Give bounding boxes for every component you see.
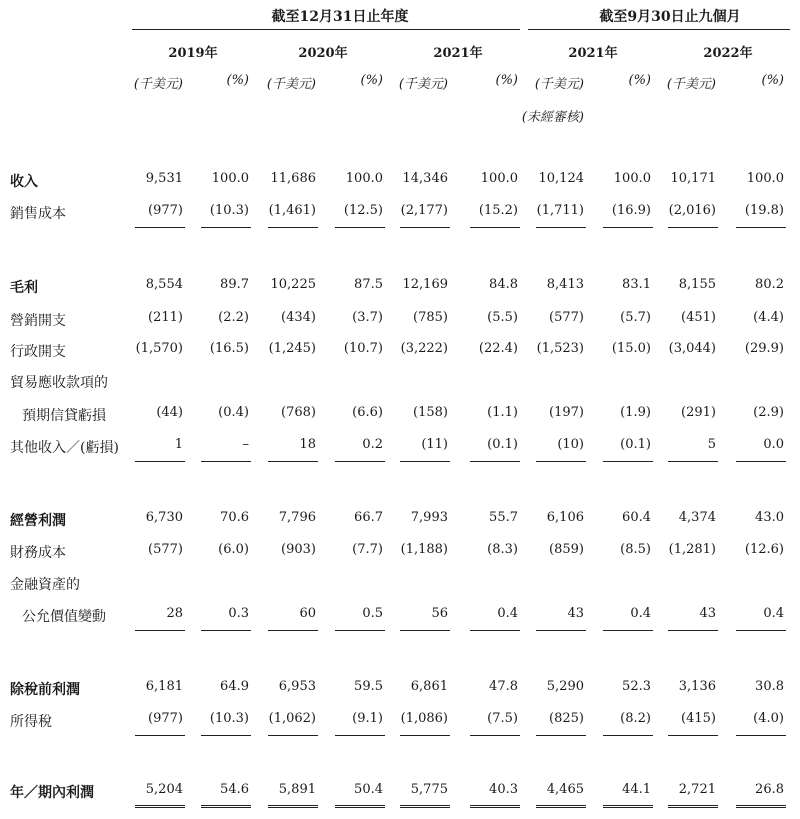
percent-cell: (12.5): [343, 203, 383, 218]
percent-underline: [736, 805, 786, 808]
percent-cell: 52.3: [622, 679, 651, 694]
amount-cell: (859): [549, 542, 584, 557]
amount-cell: (1,711): [536, 203, 584, 218]
amount-cell: 7,796: [278, 510, 316, 525]
year-header: 2021年: [433, 46, 483, 61]
percent-cell: 60.4: [622, 510, 651, 525]
amount-cell: 1: [174, 437, 183, 452]
unit-percent: (%): [360, 73, 383, 88]
amount-cell: (415): [681, 711, 716, 726]
amount-cell: 7,993: [410, 510, 448, 525]
percent-underline: [470, 227, 520, 228]
percent-cell: 44.1: [622, 782, 651, 797]
row-label: 收入: [10, 174, 38, 190]
percent-underline: [603, 461, 653, 462]
amount-underline: [400, 461, 450, 462]
year-header: 2020年: [298, 46, 348, 61]
percent-cell: –: [242, 437, 249, 452]
amount-cell: (1,062): [268, 711, 316, 726]
percent-underline: [736, 461, 786, 462]
row-label: 預期信貸虧損: [22, 408, 106, 424]
amount-cell: 2,721: [678, 782, 716, 797]
amount-cell: 6,730: [145, 510, 183, 525]
amount-underline: [536, 630, 586, 631]
amount-cell: (1,245): [268, 341, 316, 356]
unit-percent: (%): [226, 73, 249, 88]
percent-cell: (15.0): [611, 341, 651, 356]
percent-cell: (22.4): [478, 341, 518, 356]
percent-cell: (29.9): [744, 341, 784, 356]
amount-cell: (10): [557, 437, 584, 452]
unit-amount: (千美元): [398, 77, 448, 92]
percent-cell: 80.2: [755, 277, 784, 292]
percent-cell: (19.8): [744, 203, 784, 218]
amount-cell: 60: [299, 606, 316, 621]
percent-cell: 70.6: [220, 510, 249, 525]
percent-underline: [201, 630, 251, 631]
row-label: 行政開支: [10, 344, 66, 360]
percent-underline: [603, 735, 653, 736]
amount-underline: [400, 735, 450, 736]
percent-underline: [736, 630, 786, 631]
percent-cell: (1.1): [487, 405, 518, 420]
percent-underline: [603, 805, 653, 808]
amount-underline: [268, 805, 318, 808]
percent-cell: 50.4: [354, 782, 383, 797]
percent-cell: (10.7): [343, 341, 383, 356]
percent-cell: 0.3: [228, 606, 249, 621]
amount-underline: [536, 805, 586, 808]
amount-underline: [268, 461, 318, 462]
amount-underline: [135, 630, 185, 631]
percent-cell: 0.0: [763, 437, 784, 452]
row-label: 銷售成本: [10, 206, 66, 222]
row-label: 毛利: [10, 280, 38, 296]
percent-cell: (5.5): [487, 310, 518, 325]
percent-cell: 89.7: [220, 277, 249, 292]
amount-cell: 6,953: [278, 679, 316, 694]
amount-cell: 5,290: [546, 679, 584, 694]
percent-underline: [335, 461, 385, 462]
percent-cell: 54.6: [220, 782, 249, 797]
amount-underline: [668, 227, 718, 228]
amount-cell: (3,222): [400, 341, 448, 356]
row-label: 其他收入／(虧損): [10, 440, 119, 456]
amount-underline: [400, 630, 450, 631]
amount-cell: (2,016): [668, 203, 716, 218]
amount-cell: (577): [148, 542, 183, 557]
percent-cell: (6.6): [352, 405, 383, 420]
amount-cell: (451): [681, 310, 716, 325]
percent-underline: [201, 735, 251, 736]
amount-cell: 4,465: [546, 782, 584, 797]
group-header-fiscal-year: 截至12月31日止年度: [271, 9, 409, 25]
percent-cell: 40.3: [489, 782, 518, 797]
amount-cell: 18: [299, 437, 316, 452]
percent-underline: [335, 227, 385, 228]
amount-cell: 43: [699, 606, 716, 621]
amount-cell: (44): [156, 405, 183, 420]
percent-underline: [603, 630, 653, 631]
percent-cell: (10.3): [209, 203, 249, 218]
percent-cell: (0.4): [218, 405, 249, 420]
row-label: 營銷開支: [10, 313, 66, 329]
row-label: 公允價值變動: [22, 609, 106, 625]
percent-underline: [470, 805, 520, 808]
percent-cell: (8.3): [487, 542, 518, 557]
percent-cell: (4.0): [753, 711, 784, 726]
unaudited-note: (未經審核): [521, 110, 584, 125]
amount-cell: (785): [413, 310, 448, 325]
amount-underline: [400, 227, 450, 228]
amount-cell: 9,531: [145, 171, 183, 186]
amount-underline: [135, 227, 185, 228]
percent-underline: [470, 630, 520, 631]
unit-amount: (千美元): [666, 77, 716, 92]
percent-cell: 26.8: [755, 782, 784, 797]
amount-cell: 6,181: [145, 679, 183, 694]
percent-underline: [335, 735, 385, 736]
amount-cell: 10,225: [270, 277, 316, 292]
percent-cell: 100.0: [211, 171, 249, 186]
row-label: 金融資產的: [10, 577, 80, 593]
percent-cell: (16.9): [611, 203, 651, 218]
percent-cell: 43.0: [755, 510, 784, 525]
percent-cell: (8.2): [620, 711, 651, 726]
percent-cell: (9.1): [352, 711, 383, 726]
percent-cell: (12.6): [744, 542, 784, 557]
percent-cell: (7.7): [352, 542, 383, 557]
amount-underline: [668, 630, 718, 631]
amount-underline: [135, 735, 185, 736]
amount-cell: (903): [281, 542, 316, 557]
amount-cell: 6,106: [546, 510, 584, 525]
amount-cell: 4,374: [678, 510, 716, 525]
amount-underline: [536, 227, 586, 228]
amount-cell: (825): [549, 711, 584, 726]
amount-underline: [268, 735, 318, 736]
amount-cell: 5,891: [278, 782, 316, 797]
amount-cell: (1,086): [400, 711, 448, 726]
unit-percent: (%): [761, 73, 784, 88]
amount-cell: (291): [681, 405, 716, 420]
percent-cell: (7.5): [487, 711, 518, 726]
amount-cell: 11,686: [270, 171, 316, 186]
percent-cell: 100.0: [613, 171, 651, 186]
group-header-nine-months: 截至9月30日止九個月: [599, 9, 741, 25]
percent-cell: 30.8: [755, 679, 784, 694]
year-header: 2021年: [568, 46, 618, 61]
percent-cell: (0.1): [487, 437, 518, 452]
percent-cell: 47.8: [489, 679, 518, 694]
amount-cell: 6,861: [410, 679, 448, 694]
amount-cell: (1,523): [536, 341, 584, 356]
percent-underline: [201, 461, 251, 462]
amount-underline: [268, 630, 318, 631]
amount-cell: 12,169: [402, 277, 448, 292]
percent-underline: [201, 805, 251, 808]
amount-cell: 43: [567, 606, 584, 621]
percent-cell: 100.0: [345, 171, 383, 186]
percent-cell: 100.0: [480, 171, 518, 186]
year-header: 2022年: [703, 46, 753, 61]
percent-underline: [470, 461, 520, 462]
percent-cell: (2.2): [218, 310, 249, 325]
amount-underline: [400, 805, 450, 808]
percent-cell: 87.5: [354, 277, 383, 292]
percent-cell: 59.5: [354, 679, 383, 694]
amount-cell: (768): [281, 405, 316, 420]
percent-cell: (5.7): [620, 310, 651, 325]
amount-cell: (11): [421, 437, 448, 452]
percent-cell: (4.4): [753, 310, 784, 325]
row-label: 年／期內利潤: [10, 785, 94, 801]
row-label: 除稅前利潤: [10, 682, 80, 698]
amount-underline: [668, 735, 718, 736]
amount-cell: 10,124: [538, 171, 584, 186]
percent-cell: 83.1: [622, 277, 651, 292]
percent-cell: 64.9: [220, 679, 249, 694]
row-label: 貿易應收款項的: [10, 375, 108, 391]
amount-underline: [135, 461, 185, 462]
percent-cell: (10.3): [209, 711, 249, 726]
row-label: 經營利潤: [10, 513, 66, 529]
percent-cell: (0.1): [620, 437, 651, 452]
percent-cell: 0.4: [630, 606, 651, 621]
amount-cell: 3,136: [678, 679, 716, 694]
amount-cell: (3,044): [668, 341, 716, 356]
percent-cell: 84.8: [489, 277, 518, 292]
percent-cell: 0.5: [362, 606, 383, 621]
group-header-fiscal-year-underline: [132, 29, 520, 30]
percent-underline: [603, 227, 653, 228]
percent-cell: (3.7): [352, 310, 383, 325]
percent-underline: [335, 805, 385, 808]
amount-underline: [536, 461, 586, 462]
row-label: 財務成本: [10, 545, 66, 561]
percent-underline: [201, 227, 251, 228]
percent-underline: [736, 735, 786, 736]
amount-cell: (434): [281, 310, 316, 325]
unit-percent: (%): [495, 73, 518, 88]
percent-underline: [335, 630, 385, 631]
amount-cell: (977): [148, 203, 183, 218]
amount-underline: [536, 735, 586, 736]
amount-cell: 5,204: [145, 782, 183, 797]
amount-cell: 5: [707, 437, 716, 452]
percent-underline: [470, 735, 520, 736]
percent-cell: (2.9): [753, 405, 784, 420]
percent-cell: (1.9): [620, 405, 651, 420]
amount-cell: 8,413: [546, 277, 584, 292]
amount-cell: (211): [148, 310, 183, 325]
amount-cell: 28: [166, 606, 183, 621]
percent-cell: (15.2): [478, 203, 518, 218]
amount-cell: (197): [549, 405, 584, 420]
amount-underline: [668, 805, 718, 808]
percent-underline: [736, 227, 786, 228]
amount-underline: [135, 805, 185, 808]
unit-amount: (千美元): [266, 77, 316, 92]
percent-cell: 0.4: [497, 606, 518, 621]
percent-cell: 100.0: [746, 171, 784, 186]
amount-cell: 5,775: [410, 782, 448, 797]
percent-cell: (8.5): [620, 542, 651, 557]
amount-cell: (1,281): [668, 542, 716, 557]
amount-cell: (977): [148, 711, 183, 726]
amount-cell: (158): [413, 405, 448, 420]
amount-cell: (1,188): [400, 542, 448, 557]
amount-cell: 14,346: [402, 171, 448, 186]
amount-cell: (2,177): [400, 203, 448, 218]
unit-percent: (%): [628, 73, 651, 88]
percent-cell: 55.7: [489, 510, 518, 525]
percent-cell: 0.4: [763, 606, 784, 621]
amount-cell: 10,171: [670, 171, 716, 186]
percent-cell: (6.0): [218, 542, 249, 557]
amount-cell: (1,570): [135, 341, 183, 356]
unit-amount: (千美元): [133, 77, 183, 92]
amount-underline: [668, 461, 718, 462]
year-header: 2019年: [168, 46, 218, 61]
amount-cell: 8,554: [145, 277, 183, 292]
percent-cell: 66.7: [354, 510, 383, 525]
amount-cell: (1,461): [268, 203, 316, 218]
amount-cell: 56: [431, 606, 448, 621]
row-label: 所得稅: [10, 714, 52, 730]
group-header-nine-months-underline: [528, 29, 790, 30]
percent-cell: 0.2: [362, 437, 383, 452]
amount-cell: (577): [549, 310, 584, 325]
amount-cell: 8,155: [678, 277, 716, 292]
unit-amount: (千美元): [534, 77, 584, 92]
amount-underline: [268, 227, 318, 228]
percent-cell: (16.5): [209, 341, 249, 356]
